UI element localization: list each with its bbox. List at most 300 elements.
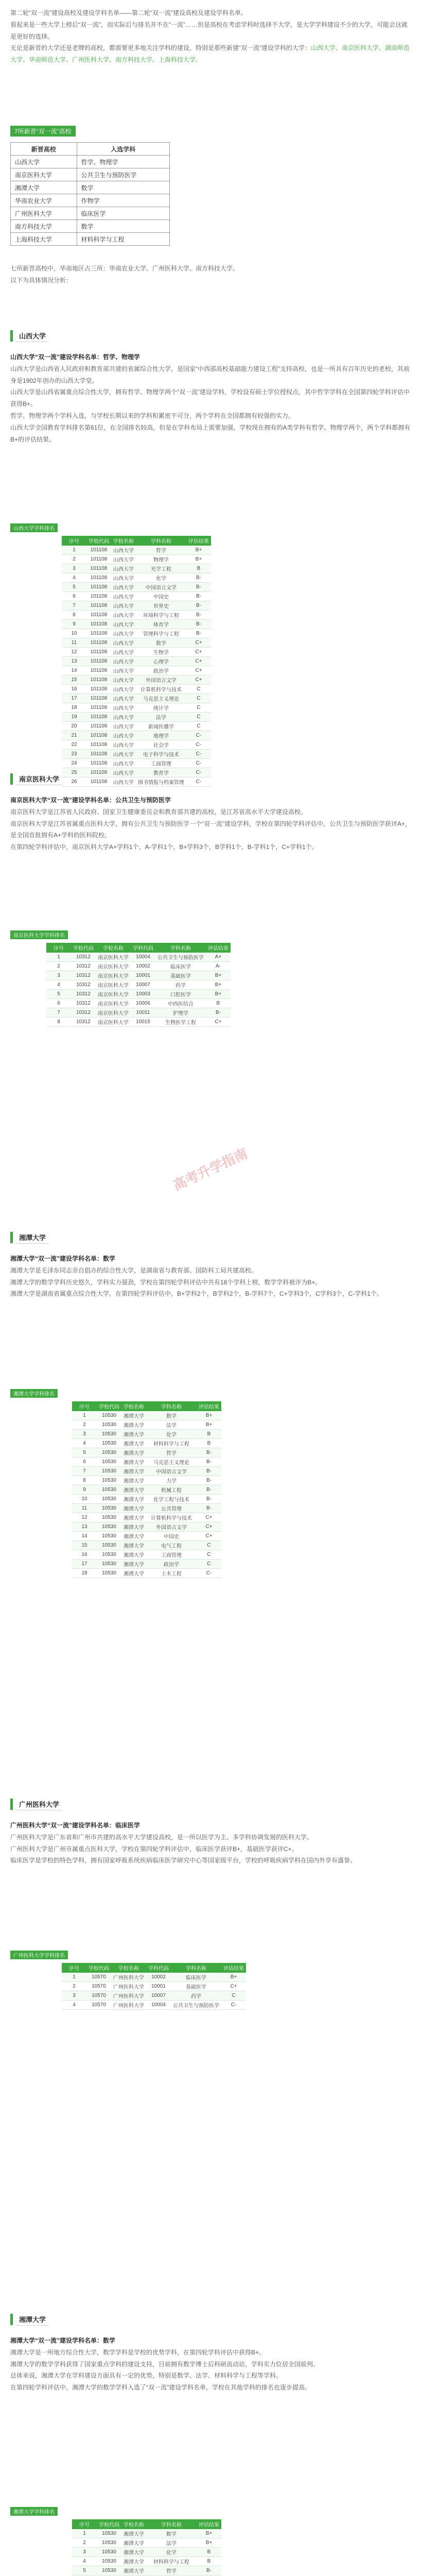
table-cell: B+	[186, 546, 211, 555]
table-cell: C	[197, 1541, 221, 1550]
section-paragraph: 哲学、物理学两个学科入选，与学校长期以来的学科积累密不可分，两个学科在全国都拥有较强的实力。	[10, 412, 295, 419]
table-cell: 11	[72, 1504, 97, 1513]
table-header: 学校名称	[121, 1401, 146, 1411]
table-cell: 山西大学	[111, 620, 136, 629]
table-row	[62, 750, 211, 759]
table-cell: 哲学	[146, 1448, 197, 1458]
table-cell: C-	[186, 768, 211, 777]
table-cell: C-	[186, 750, 211, 759]
table-cell: 中国史	[136, 592, 186, 601]
table-cell: 4	[46, 980, 71, 990]
table-cell: 湘潭大学	[121, 1541, 146, 1550]
table-row	[72, 1411, 221, 1420]
table-cell: B+	[197, 2529, 221, 2538]
table-cell: 101108	[86, 740, 111, 750]
table-header: 学校名称	[111, 1963, 146, 1973]
table-cell: 10530	[97, 1411, 121, 1420]
table-cell: 山西大学	[111, 657, 136, 666]
table-row	[46, 999, 231, 1008]
table-cell: 101108	[86, 657, 111, 666]
table-cell: 化学	[146, 1430, 197, 1439]
table-cell: 公共管理	[146, 1504, 197, 1513]
table-cell: 101108	[86, 546, 111, 555]
table-row	[62, 685, 211, 694]
table-cell: 10530	[97, 2538, 121, 2548]
table-cell: 26	[62, 777, 86, 787]
section	[0, 1231, 423, 1300]
section	[0, 330, 423, 445]
table-row	[46, 1018, 231, 1027]
table-tag: 山西大学学科排名	[10, 523, 58, 532]
table-cell: 临床医学	[155, 962, 206, 971]
table-cell: 湘潭大学	[121, 1458, 146, 1467]
table-cell: B-	[197, 1504, 221, 1513]
table-cell: 10007	[131, 980, 155, 990]
table-cell: 湘潭大学	[121, 2566, 146, 2575]
table-cell: 8	[46, 1018, 71, 1027]
table-cell: B-	[206, 1008, 231, 1018]
table-cell: 计算机科学与技术	[136, 685, 186, 694]
table-cell: 7	[46, 1008, 71, 1018]
table-cell: 1	[62, 546, 86, 555]
table-cell: 广州医科大学	[111, 1982, 146, 1991]
table-cell: C	[221, 1991, 246, 2001]
table-row	[11, 233, 170, 246]
table-row	[72, 2548, 221, 2557]
section-heading: 广州医科大学“双一流”建设学科名单：临床医学	[10, 1822, 140, 1829]
table-cell: 口腔医学	[155, 990, 206, 999]
univ-name: 湘潭大学	[16, 1231, 49, 1244]
table-cell: 生物学	[136, 648, 186, 657]
table-cell: 湘潭大学	[121, 2529, 146, 2538]
table-row	[46, 1008, 231, 1018]
table-row	[62, 694, 211, 703]
table-cell: 药学	[171, 1991, 221, 2001]
table-cell: 10312	[71, 999, 96, 1008]
table-cell: 10530	[97, 1448, 121, 1458]
table-cell: 数学	[146, 2529, 197, 2538]
table-cell: 湘潭大学	[121, 1513, 146, 1522]
table-cell: 4	[72, 1439, 97, 1448]
table-cell: 10530	[97, 1560, 121, 1569]
table-row	[72, 1569, 221, 1578]
table-cell: B-	[197, 2566, 221, 2575]
table-row	[62, 657, 211, 666]
table-row	[11, 220, 170, 233]
table-cell: 体育学	[136, 620, 186, 629]
table-header: 学校名称	[96, 943, 131, 953]
ranking-table	[62, 1963, 246, 2010]
table-cell: C-	[221, 2001, 246, 2010]
table-cell: 政治学	[146, 1560, 197, 1569]
table-cell: 101108	[86, 777, 111, 787]
univ-heading	[10, 773, 413, 785]
table-cell: 数学	[136, 638, 186, 648]
table-cell: 新闻传播学	[136, 722, 186, 731]
table-row	[46, 962, 231, 971]
table-row	[72, 1467, 221, 1476]
table-cell: B-	[186, 592, 211, 601]
table-cell: 10011	[131, 1008, 155, 1018]
table-cell: 12	[62, 648, 86, 657]
table-cell: 13	[62, 657, 86, 666]
table-cell: 作物学	[77, 194, 170, 207]
table-row	[72, 1420, 221, 1430]
table-header: 评估结果	[206, 943, 231, 953]
table-cell: 5	[62, 583, 86, 592]
table-cell: 山西大学	[111, 768, 136, 777]
table-cell: 生物医学工程	[155, 1018, 206, 1027]
section-paragraph: 广州医科大学是广州市属重点医科大学，学校在第四轮学科评估中，临床医学获评B+，基础医学获评C+。	[10, 1845, 298, 1853]
table-cell: 10530	[97, 1467, 121, 1476]
table-row	[72, 1541, 221, 1550]
table-cell: 湘潭大学	[121, 2548, 146, 2557]
table-cell: 化学	[146, 2548, 197, 2557]
table-cell: 法学	[146, 1420, 197, 1430]
table-cell: 山西大学	[111, 759, 136, 768]
table-header: 学校名称	[111, 536, 136, 546]
table-cell: 管理科学与工程	[136, 629, 186, 638]
section-paragraph: 山西大学是山西省人民政府和教育部共建的省属综合性大学，是国家“中西部高校基础能力建设工程”支持高校，也是一所具有百年历史的老校，其前身是1902年创办的山西大学堂。	[10, 365, 410, 384]
intro-p3-text: 无论是新晋的大学还是老牌的高校，都需要更多地关注学科的建设，特别是那些新建“双一流”建设学科的大学：	[10, 44, 311, 52]
table-cell: 山西大学	[111, 685, 136, 694]
table-cell: 公共卫生与预防医学	[77, 168, 170, 181]
table-cell: 山西大学	[111, 555, 136, 564]
table-cell: B-	[186, 611, 211, 620]
section-paragraph: 总体来说，湘潭大学在学科建设方面具有一定的优势，特别是数学、法学、材料科学与工程等学科。	[10, 2372, 283, 2380]
table-cell: 15	[72, 1541, 97, 1550]
table-header-row	[46, 943, 231, 953]
table-header: 学科代码	[146, 1963, 171, 1973]
table-cell: 2	[62, 555, 86, 564]
table-cell: 17	[72, 1560, 97, 1569]
table-cell: 计算机科学与技术	[146, 1513, 197, 1522]
table-row	[72, 2566, 221, 2575]
table-cell: B-	[197, 1458, 221, 1467]
table-cell: C-	[186, 759, 211, 768]
table-cell: 10570	[86, 2001, 111, 2010]
table-cell: 湘潭大学	[121, 1420, 146, 1430]
table-cell: 哲学、物理学	[77, 156, 170, 168]
table-cell: B+	[221, 1973, 246, 1982]
section-paragraph: 广州医科大学是广东省和广州市共建的高水平大学建设高校，是一所以医学为主、多学科协调发展的医科大学。	[10, 1833, 313, 1841]
table-cell: 外国语言文学	[136, 675, 186, 685]
table-cell: B+	[197, 1420, 221, 1430]
table-header: 学校代码	[86, 536, 111, 546]
table-cell: 13	[72, 1522, 97, 1532]
table-row	[72, 1513, 221, 1522]
table-cell: 山西大学	[111, 777, 136, 787]
table-row	[11, 194, 170, 207]
table-cell: 10530	[97, 2529, 121, 2538]
table-row	[72, 1550, 221, 1560]
table-cell: 10312	[71, 980, 96, 990]
table-row	[62, 555, 211, 564]
table-cell: 山西大学	[111, 648, 136, 657]
table-cell: 101108	[86, 583, 111, 592]
table-cell: B-	[186, 583, 211, 592]
table-cell: 10312	[71, 1018, 96, 1027]
intro-paragraph-1: 第二轮“双一流”建设高校及建设学科名单——第二轮“双一流”建设高校及建设学科名单。	[10, 9, 247, 16]
table-cell: 12	[72, 1513, 97, 1522]
table-cell: 101108	[86, 675, 111, 685]
table-cell: C	[186, 703, 211, 713]
table-row	[62, 740, 211, 750]
table-cell: 10312	[71, 971, 96, 980]
table-row	[72, 1458, 221, 1467]
table-cell: B-	[197, 1485, 221, 1495]
table-cell: 3	[72, 2548, 97, 2557]
table-row	[72, 1476, 221, 1485]
table-cell: 南京医科大学	[11, 168, 77, 181]
table-cell: 山西大学	[111, 592, 136, 601]
table-cell: 1	[72, 1411, 97, 1420]
table-cell: B	[197, 2557, 221, 2566]
table-row	[62, 546, 211, 555]
table-cell: 山西大学	[111, 675, 136, 685]
table-row	[62, 731, 211, 740]
table-header: 学科名称	[171, 1963, 221, 1973]
table-cell: 湘潭大学	[121, 1504, 146, 1513]
table-cell: 法学	[136, 713, 186, 722]
table-cell: 南京医科大学	[96, 971, 131, 980]
table-cell: 101108	[86, 713, 111, 722]
section-paragraph: 南京医科大学是江苏省属重点医科大学，拥有公共卫生与预防医学一个“双一流”建设学科，学校在第四轮学科评估中，公共卫生与预防医学获评A+，是全国首批拥有A+学科的医科院校。	[10, 820, 412, 839]
univ-heading	[10, 330, 413, 342]
table-row	[62, 648, 211, 657]
table-header: 评估结果	[186, 536, 211, 546]
table-cell: C+	[186, 648, 211, 657]
table-cell: 湘潭大学	[121, 2538, 146, 2548]
table-cell: 4	[62, 2001, 86, 2010]
table-cell: C	[197, 1560, 221, 1569]
table-cell: 101108	[86, 555, 111, 564]
heading-bar	[10, 1799, 13, 1810]
table-cell: 3	[46, 971, 71, 980]
table-cell: 统计学	[136, 703, 186, 713]
table-cell: C	[186, 713, 211, 722]
table-cell: 山西大学	[111, 583, 136, 592]
table-header-row	[72, 1401, 221, 1411]
table-cell: 机械工程	[146, 1485, 197, 1495]
table-cell: 图书情报与档案管理	[136, 777, 186, 787]
table-cell: 10530	[97, 2557, 121, 2566]
table-cell: 湘潭大学	[121, 1485, 146, 1495]
table-row	[72, 1532, 221, 1541]
table-cell: 10530	[97, 1532, 121, 1541]
table-cell: 10570	[86, 1973, 111, 1982]
table-cell: 1	[46, 953, 71, 962]
table-cell: 11	[62, 638, 86, 648]
table-cell: 25	[62, 768, 86, 777]
univ-heading	[10, 1231, 413, 1244]
table-cell: 电子科学与技术	[136, 750, 186, 759]
table-cell: 10312	[71, 953, 96, 962]
table-cell: B-	[197, 1476, 221, 1485]
table-row	[62, 620, 211, 629]
table-cell: 101108	[86, 601, 111, 611]
table-cell: C+	[197, 1532, 221, 1541]
section-paragraph: 山西大学全国教育学科排名第61位，在全国排名较高，但是在学科布局上需要加强，学校现在拥有的A类学科有哲学、物理学两个，两个学科都拥有B+的评估结果。	[10, 423, 411, 443]
table-row	[62, 564, 211, 573]
table-row	[62, 675, 211, 685]
table-cell: 10530	[97, 1569, 121, 1578]
table-cell: 中国史	[146, 1532, 197, 1541]
table-row	[72, 1495, 221, 1504]
table-cell: 山西大学	[111, 546, 136, 555]
table-cell: 101108	[86, 703, 111, 713]
table-cell: B+	[206, 971, 231, 980]
ranking-table	[62, 536, 211, 787]
table-cell: 地理学	[136, 731, 186, 740]
section-paragraph: 湘潭大学是湖南省属重点综合性大学，在第四轮学科评估中，B+学科2个，B学科2个，B-学科7个，C+学科3个，C学科3个，C-学科1个。	[10, 1290, 383, 1298]
table-cell: 马克思主义理论	[136, 694, 186, 703]
table-cell: 4	[72, 2557, 97, 2566]
intro-p3-highlight: 山西大学、南京医科大学、湖南师范大学、华南师范大学、广州医科大学、南方科技大学、上海科技大学。	[10, 44, 410, 64]
table-cell: 南京医科大学	[96, 962, 131, 971]
table-cell: 10312	[71, 990, 96, 999]
table-row	[62, 666, 211, 675]
table-cell: 3	[62, 1991, 86, 2001]
table-cell: 23	[62, 750, 86, 759]
table-cell: B-	[186, 601, 211, 611]
table-cell: 公共卫生与预防医学	[171, 2001, 221, 2010]
table-row	[72, 1485, 221, 1495]
table-cell: 基础医学	[171, 1982, 221, 1991]
table-header: 学科名称	[146, 2519, 197, 2529]
table-cell: C-	[186, 777, 211, 787]
table-cell: 南京医科大学	[96, 990, 131, 999]
table-cell: C+	[186, 657, 211, 666]
table-cell: 10001	[146, 1982, 171, 1991]
table-cell: C+	[186, 675, 211, 685]
table-cell: 101108	[86, 750, 111, 759]
table-cell: 湘潭大学	[121, 1411, 146, 1420]
table-cell: 法学	[146, 2538, 197, 2548]
table-cell: 10530	[97, 1550, 121, 1560]
table-cell: C	[186, 722, 211, 731]
table-cell: 10530	[97, 2566, 121, 2575]
table-tag: 广州医科大学学科排名	[10, 1951, 68, 1959]
table-row	[72, 1448, 221, 1458]
table-cell: 101108	[86, 666, 111, 675]
table-cell: 中西医结合	[155, 999, 206, 1008]
table-header: 序号	[62, 536, 86, 546]
table-cell: 16	[72, 1550, 97, 1560]
table-cell: B+	[206, 990, 231, 999]
table-cell: 10530	[97, 1439, 121, 1448]
table-cell: 湘潭大学	[121, 1522, 146, 1532]
table-cell: 10530	[97, 1522, 121, 1532]
table-cell: 教育学	[136, 768, 186, 777]
table-cell: 101108	[86, 768, 111, 777]
table-cell: 4	[62, 573, 86, 583]
univ-name: 南京医科大学	[16, 773, 62, 785]
table-row	[46, 953, 231, 962]
table-cell: 10003	[131, 990, 155, 999]
table-cell: 工商管理	[136, 759, 186, 768]
table-row	[72, 2538, 221, 2548]
table-cell: 山西大学	[111, 573, 136, 583]
table-cell: 10007	[146, 1991, 171, 2001]
section-heading: 湘潭大学“双一流”建设学科名单：数学	[10, 2337, 116, 2344]
table-cell: 工商管理	[146, 1550, 197, 1560]
table-cell: 20	[62, 722, 86, 731]
table-cell: 22	[62, 740, 86, 750]
table-tag: 湘潭大学学科排名	[10, 1389, 58, 1398]
after-table-p2: 以下为具体情况分析：	[10, 276, 73, 284]
table-cell: 10530	[97, 1430, 121, 1439]
heading-bar	[10, 773, 13, 785]
table-cell: 山西大学	[111, 629, 136, 638]
table-cell: 湘潭大学	[11, 181, 77, 194]
table-cell: 湘潭大学	[121, 1439, 146, 1448]
table-cell: 湘潭大学	[121, 1430, 146, 1439]
intro-paragraph-3	[10, 42, 413, 66]
table-cell: 广州医科大学	[111, 1973, 146, 1982]
section-paragraph: 湘潭大学是毛泽东同志亲自倡办的综合性大学，是湖南省与教育部、国防科工局共建高校。	[10, 1266, 258, 1274]
heading-bar	[10, 2314, 13, 2325]
table-cell: 7	[72, 1467, 97, 1476]
table-cell: 环境科学与工程	[136, 611, 186, 620]
table-row	[62, 601, 211, 611]
table-cell: 19	[62, 713, 86, 722]
table-cell: 18	[62, 703, 86, 713]
table-cell: C+	[221, 1982, 246, 1991]
table-row	[72, 1504, 221, 1513]
table-header-row	[62, 536, 211, 546]
table-cell: 10004	[131, 953, 155, 962]
table-cell: 山西大学	[111, 703, 136, 713]
table-header: 评估结果	[221, 1963, 246, 1973]
table-cell: A+	[206, 953, 231, 962]
table-cell: 力学	[146, 1476, 197, 1485]
table-cell: B-	[197, 1448, 221, 1458]
table-cell: 2	[72, 1420, 97, 1430]
table-cell: 外国语言文学	[146, 1522, 197, 1532]
table-cell: 10530	[97, 1541, 121, 1550]
table-header: 序号	[72, 2519, 97, 2529]
table-cell: 14	[62, 666, 86, 675]
table-cell: 广州医科大学	[111, 1991, 146, 2001]
table-cell: 物理学	[136, 555, 186, 564]
table-cell: 10	[62, 629, 86, 638]
section-paragraph: 湘潭大学的数学学科获得了国家重点学科的建设支持，目前拥有数学博士后科研流动站，学科实力位居全国前列。	[10, 2360, 320, 2368]
table-cell: 光学工程	[136, 564, 186, 573]
table-row	[72, 1430, 221, 1439]
table-cell: 山西大学	[111, 611, 136, 620]
table-cell: 101108	[86, 573, 111, 583]
table-cell: 材料科学与工程	[146, 1439, 197, 1448]
table-cell: 10002	[146, 1973, 171, 1982]
table-cell: C+	[186, 666, 211, 675]
table-cell: 南京医科大学	[96, 1018, 131, 1027]
table-cell: 湘潭大学	[121, 1495, 146, 1504]
table-cell: 护理学	[155, 1008, 206, 1018]
table-cell: C+	[206, 1018, 231, 1027]
table-cell: 山西大学	[111, 722, 136, 731]
table-cell: 5	[72, 1448, 97, 1458]
new-universities-tag: 7所新晋“双一流”高校	[10, 126, 76, 137]
table-cell: 6	[46, 999, 71, 1008]
section	[0, 1798, 423, 1867]
table-row	[11, 156, 170, 168]
section-paragraph: 在第四轮学科评估中，湘潭大学的数学学科入选了“双一流”建设学科名单，学校在其他学科的排名也逐步提高。	[10, 2384, 311, 2392]
table-cell: 101108	[86, 611, 111, 620]
table-row	[62, 1973, 246, 1982]
table-cell: B+	[186, 555, 211, 564]
table-cell: 中国语言文学	[136, 583, 186, 592]
